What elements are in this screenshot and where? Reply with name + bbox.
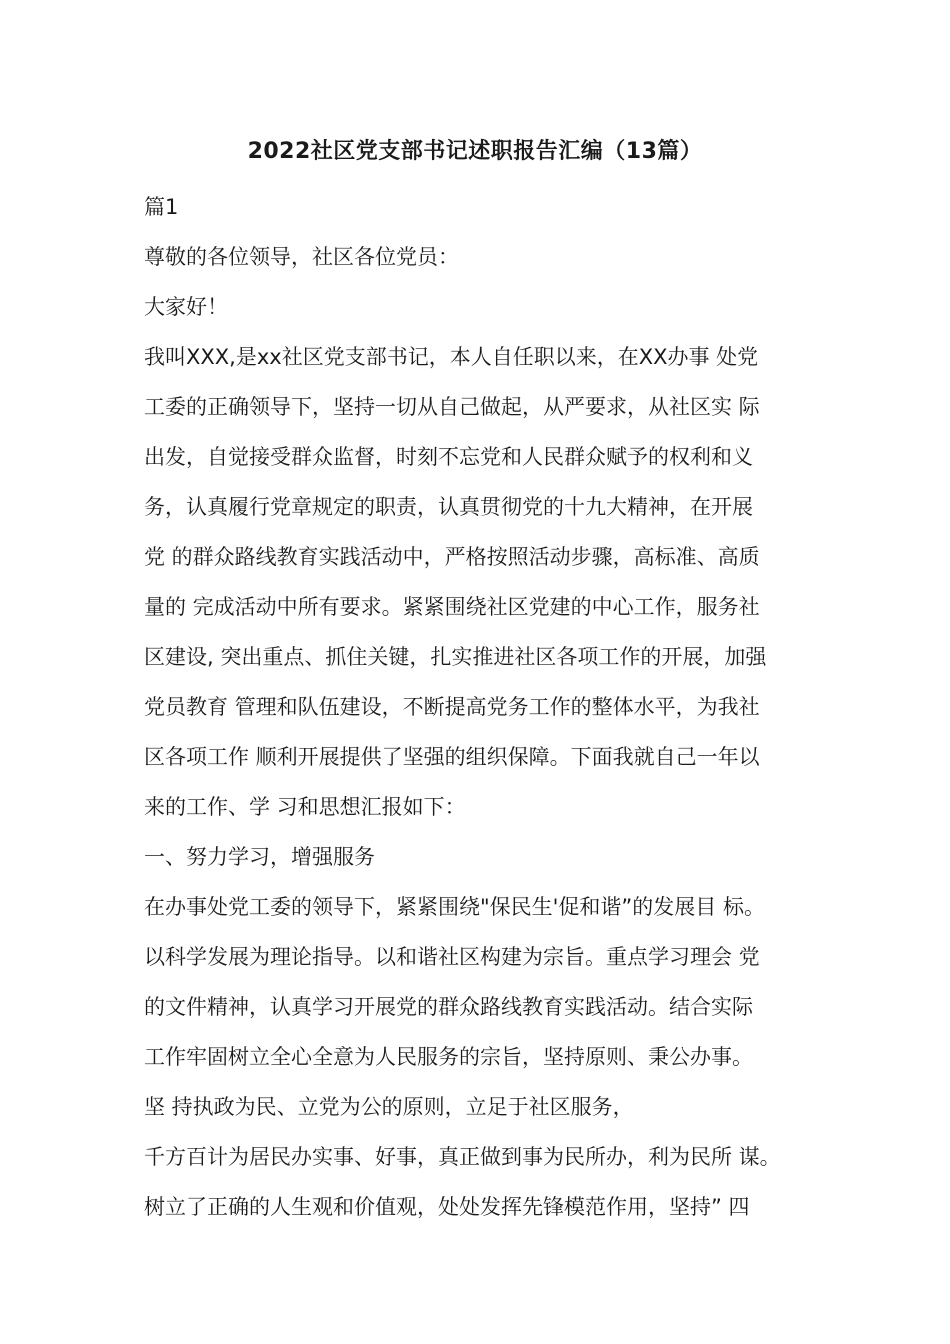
section-heading: 一、努力学习，增强服务: [144, 845, 375, 869]
text-line: 以科学发展为理论指导。以和谐社区构建为宗旨。重点学习理会 党: [144, 945, 760, 969]
text-line: 量的 完成活动中所有要求。紧紧围绕社区党建的中心工作，服务社: [144, 595, 760, 619]
text-line: 区各项工作 顺利开展提供了坚强的组织保障。下面我就自己一年以: [144, 745, 760, 769]
text-line: 大家好！: [144, 295, 228, 319]
text-line: 工作牢固树立全心全意为人民服务的宗旨，坚持原则、秉公办事。: [144, 1045, 753, 1069]
text-line: 千方百计为居民办实事、好事，真正做到事为民所办，利为民所 谋。: [144, 1145, 781, 1169]
document-title: 2022社区党支部书记述职报告汇编（13篇）: [247, 139, 703, 164]
text-line: 的文件精神，认真学习开展党的群众路线教育实践活动。结合实际: [144, 995, 753, 1019]
text-line: 务，认真履行党章规定的职责，认真贯彻党的十九大精神，在开展: [144, 495, 753, 519]
text-line: 区建设, 突出重点、抓住关键，扎实推进社区各项工作的开展，加强: [144, 645, 767, 669]
text-line: 党 的群众路线教育实践活动中，严格按照活动步骤，高标准、高质: [144, 545, 760, 569]
text-line: 出发，自觉接受群众监督，时刻不忘党和人民群众赋予的权利和义: [144, 445, 753, 469]
text-line: 篇1: [144, 195, 179, 219]
text-line: 来的工作、学 习和思想汇报如下：: [144, 795, 466, 819]
text-line: 党员教育 管理和队伍建设，不断提高党务工作的整体水平，为我社: [144, 695, 760, 719]
text-line: 我叫XXX,是xx社区党支部书记，本人自任职以来，在XX办事 处党: [144, 345, 759, 369]
text-line: 尊敬的各位领导，社区各位党员：: [144, 245, 459, 269]
text-line: 工委的正确领导下，坚持一切从自己做起，从严要求，从社区实 际: [144, 395, 760, 419]
document-body: [144, 182, 824, 1232]
text-line: 坚 持执政为民、立党为公的原则，立足于社区服务，: [144, 1095, 634, 1119]
text-line: 树立了正确的人生观和价值观，处处发挥先锋模范作用，坚持” 四: [144, 1195, 750, 1219]
text-line: 在办事处党工委的领导下，紧紧围绕"保民生'促和谐”的发展目 标。: [144, 895, 765, 919]
